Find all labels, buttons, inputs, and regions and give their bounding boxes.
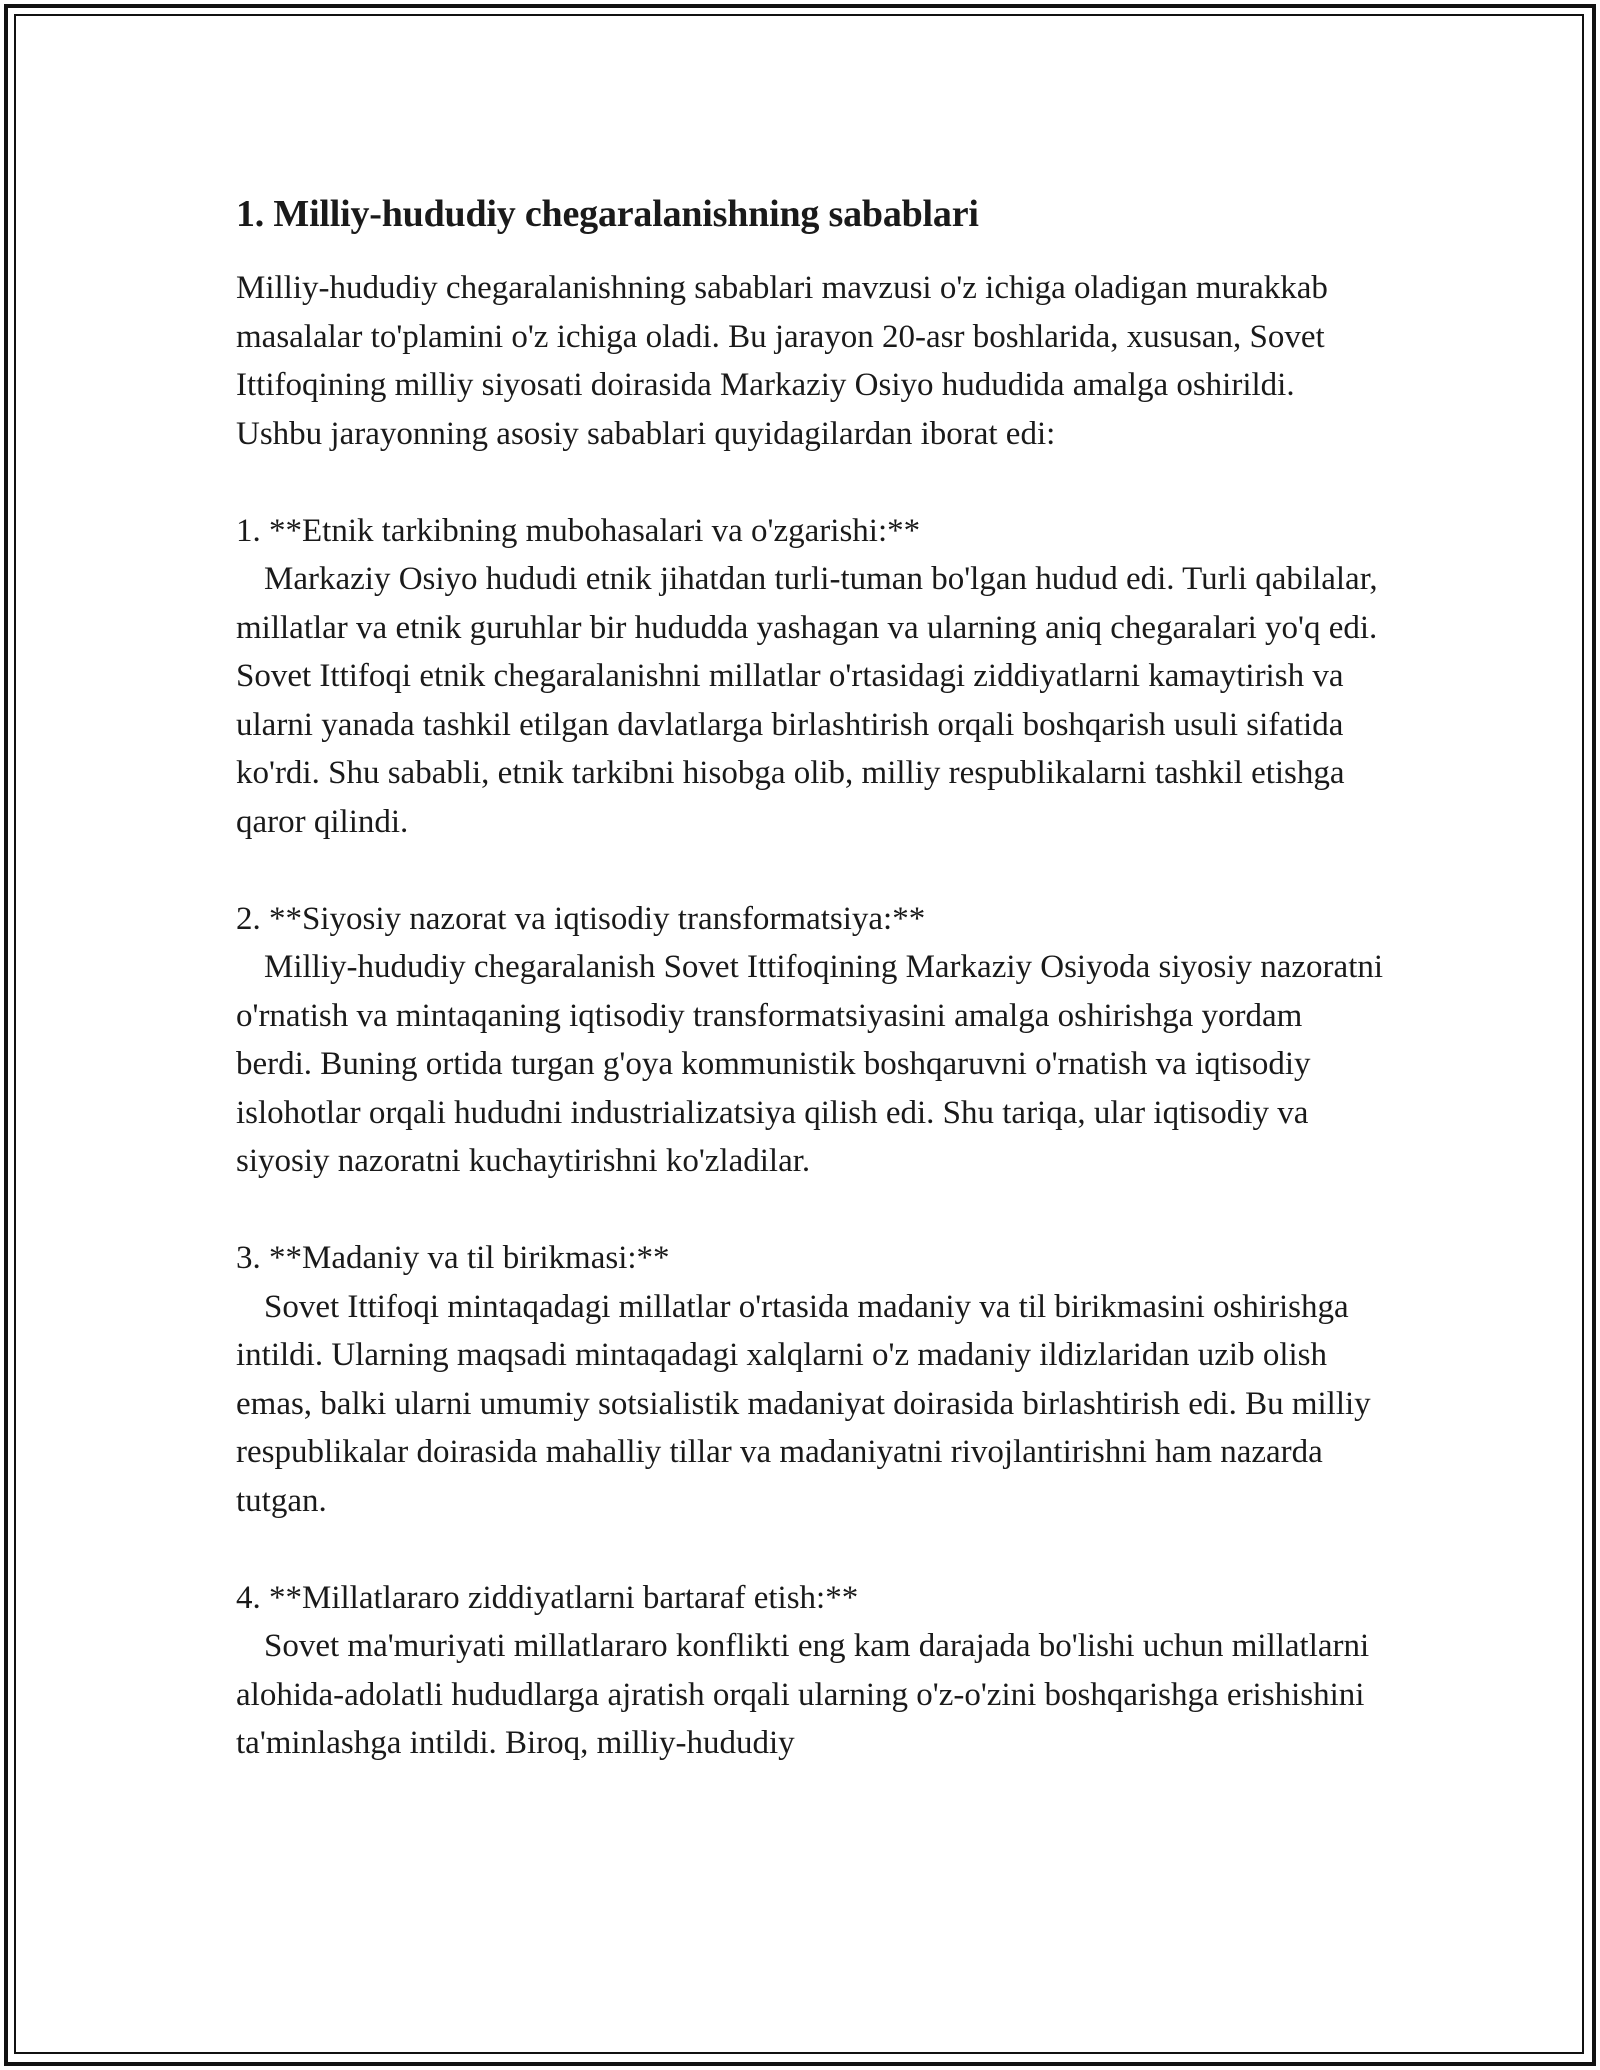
section-2-body: Milliy-hududiy chegaralanish Sovet Ittifoqining Markaziy Osiyoda siyosiy nazoratni o'rnatish va mintaqaning iqtisodiy transformatsiyasini amalga oshirishga yordam berdi. Buning ortida turgan g'oya kommunistik boshqaruvni o'rnatish va iqtisodiy islohotlar orqali hududni industrializatsiya qilish edi. Shu tariqa, ular iqtisodiy va siyosiy nazoratni kuchaytirishni ko'zladilar.: [236, 949, 1384, 1179]
section-4-title: 4. **Millatlararo ziddiyatlarni bartaraf etish:**: [236, 1579, 859, 1616]
section-3-body: Sovet Ittifoqi mintaqadagi millatlar o'rtasida madaniy va til birikmasini oshirishga intildi. Ularning maqsadi mintaqadagi xalqlarni o'z madaniy ildizlaridan uzib olish emas, balki ularni umumiy sotsialistik madaniyat doirasida birlashtirish edi. Bu milliy respublikalar doirasida mahalliy tillar va madaniyatni rivojlantirishni ham nazarda tutgan.: [236, 1288, 1371, 1519]
section-3: [236, 1234, 1386, 1525]
section-1: [236, 507, 1386, 847]
section-1-body: Markaziy Osiyo hududi etnik jihatdan turli-tuman bo'lgan hudud edi. Turli qabilalar, millatlar va etnik guruhlar bir hududda yashagan va ularning aniq chegaralari yo'q edi. Sovet Ittifoqi etnik chegaralanishni millatlar o'rtasidagi ziddiyatlarni kamaytirish va ularni yanada tashkil etilgan davlatlarga birlashtirish orqali boshqarish usuli sifatida ko'rdi. Shu sababli, etnik tarkibni hisobga olib, milliy respublikalarni tashkil etishga qaror qilindi.: [236, 561, 1378, 840]
section-2: [236, 895, 1386, 1186]
section-4-body: Sovet ma'muriyati millatlararo konflikti eng kam darajada bo'lishi uchun millatlarni alohida-adolatli hududlarga ajratish orqali ularning o'z-o'zini boshqarishga erishishini ta'minlashga intildi. Biroq, milliy-hududiy: [236, 1628, 1370, 1761]
section-2-title: 2. **Siyosiy nazorat va iqtisodiy transformatsiya:**: [236, 900, 926, 937]
document-heading: 1. Milliy-hududiy chegaralanishning sabablari: [236, 193, 979, 235]
intro-paragraph: Milliy-hududiy chegaralanishning sabablari mavzusi o'z ichiga oladigan murakkab masalalar to'plamini o'z ichiga oladi. Bu jarayon 20-asr boshlarida, xususan, Sovet Ittifoqining milliy siyosati doirasida Markaziy Osiyo hududida amalga oshirildi. Ushbu jarayonning asosiy sabablari quyidagilardan iborat edi:: [236, 270, 1328, 452]
document-content: [236, 188, 1386, 1816]
section-1-title: 1. **Etnik tarkibning mubohasalari va o'zgarishi:**: [236, 512, 921, 549]
section-4: [236, 1574, 1386, 1768]
section-3-title: 3. **Madaniy va til birikmasi:**: [236, 1240, 670, 1276]
